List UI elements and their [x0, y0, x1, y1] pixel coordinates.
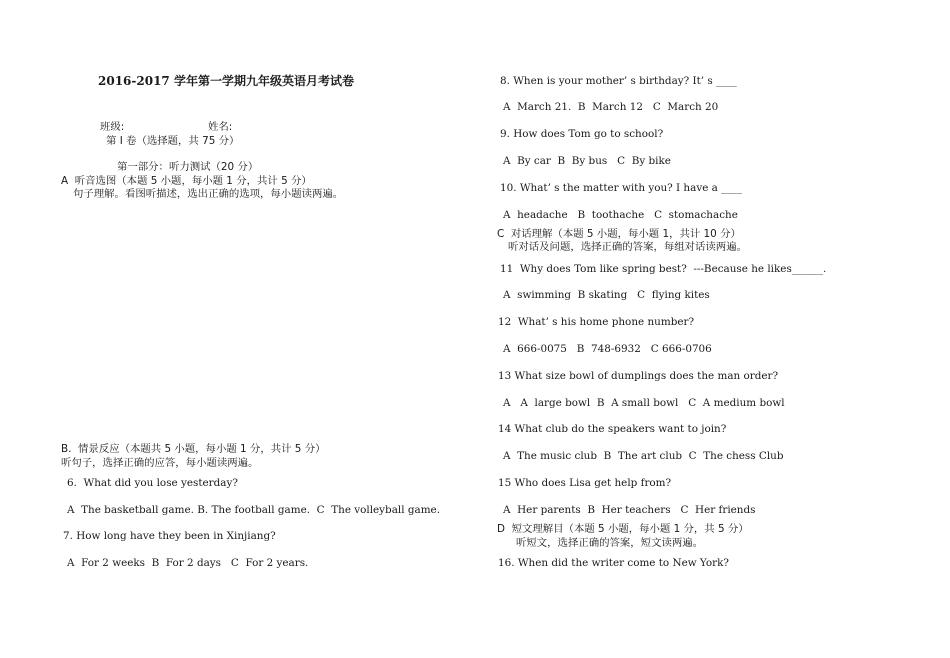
paper-one-heading: 第 I 卷（选择题，共 75 分） — [106, 135, 240, 147]
section-d-heading: D 短文理解目（本题 5 小题，每小题 1 分，共 5 分） — [497, 523, 749, 535]
question-9: 9. How does Tom go to school? — [500, 128, 664, 140]
section-c-instruction: 听对话及问题，选择正确的答案，每组对话读两遍。 — [508, 241, 747, 253]
section-c-heading: C 对话理解（本题 5 小题，每小题 1，共计 10 分） — [497, 228, 741, 240]
question-10-options: A headache B toothache C stomachache — [503, 209, 738, 221]
question-13-options: A A large bowl B A small bowl C A medium bowl — [503, 397, 785, 409]
section-b-instruction: 听句子，选择正确的应答，每小题读两遍。 — [61, 457, 259, 469]
section-a-heading: A 听音选图（本题 5 小题，每小题 1 分，共计 5 分） — [61, 175, 312, 187]
question-14-options: A The music club B The art club C The chess Club — [503, 450, 784, 462]
question-6-options: A The basketball game. B. The football game. C The volleyball game. — [67, 504, 441, 516]
question-16: 16. When did the writer come to New York? — [498, 557, 729, 569]
question-7-options: A For 2 weeks B For 2 days C For 2 years. — [67, 557, 309, 569]
section-d-instruction: 听短文，选择正确的答案，短文读两遍。 — [516, 537, 704, 549]
question-15-options: A Her parents B Her teachers C Her friends — [503, 504, 756, 516]
part-one-heading: 第一部分：听力测试（20 分） — [117, 161, 259, 173]
name-label: 姓名: — [208, 121, 233, 133]
section-a-instruction: 句子理解。看图听描述，选出正确的选项，每小题读两遍。 — [73, 188, 344, 200]
question-14: 14 What club do the speakers want to join? — [498, 423, 727, 435]
question-12: 12 What’ s his home phone number? — [498, 316, 695, 328]
question-13: 13 What size bowl of dumplings does the man order? — [498, 370, 779, 382]
question-8-options: A March 21. B March 12 C March 20 — [503, 101, 719, 113]
question-9-options: A By car B By bus C By bike — [503, 155, 671, 167]
question-7: 7. How long have they been in Xinjiang? — [63, 530, 276, 542]
question-8: 8. When is your mother’ s birthday? It’ s ____ — [500, 75, 737, 87]
page-title: 2016-2017 学年第一学期九年级英语月考试卷 — [98, 74, 354, 88]
question-10: 10. What’ s the matter with you? I have a ____ — [500, 182, 742, 194]
class-label: 班级: — [100, 121, 125, 133]
question-15: 15 Who does Lisa get help from? — [498, 477, 672, 489]
question-12-options: A 666-0075 B 748-6932 C 666-0706 — [503, 343, 712, 355]
question-11-options: A swimming B skating C flying kites — [503, 289, 710, 301]
section-b-heading: B. 情景反应（本题共 5 小题，每小题 1 分，共计 5 分） — [61, 443, 326, 455]
question-6: 6. What did you lose yesterday? — [67, 477, 238, 489]
question-11: 11 Why does Tom like spring best? ---Because he likes______. — [500, 263, 827, 275]
